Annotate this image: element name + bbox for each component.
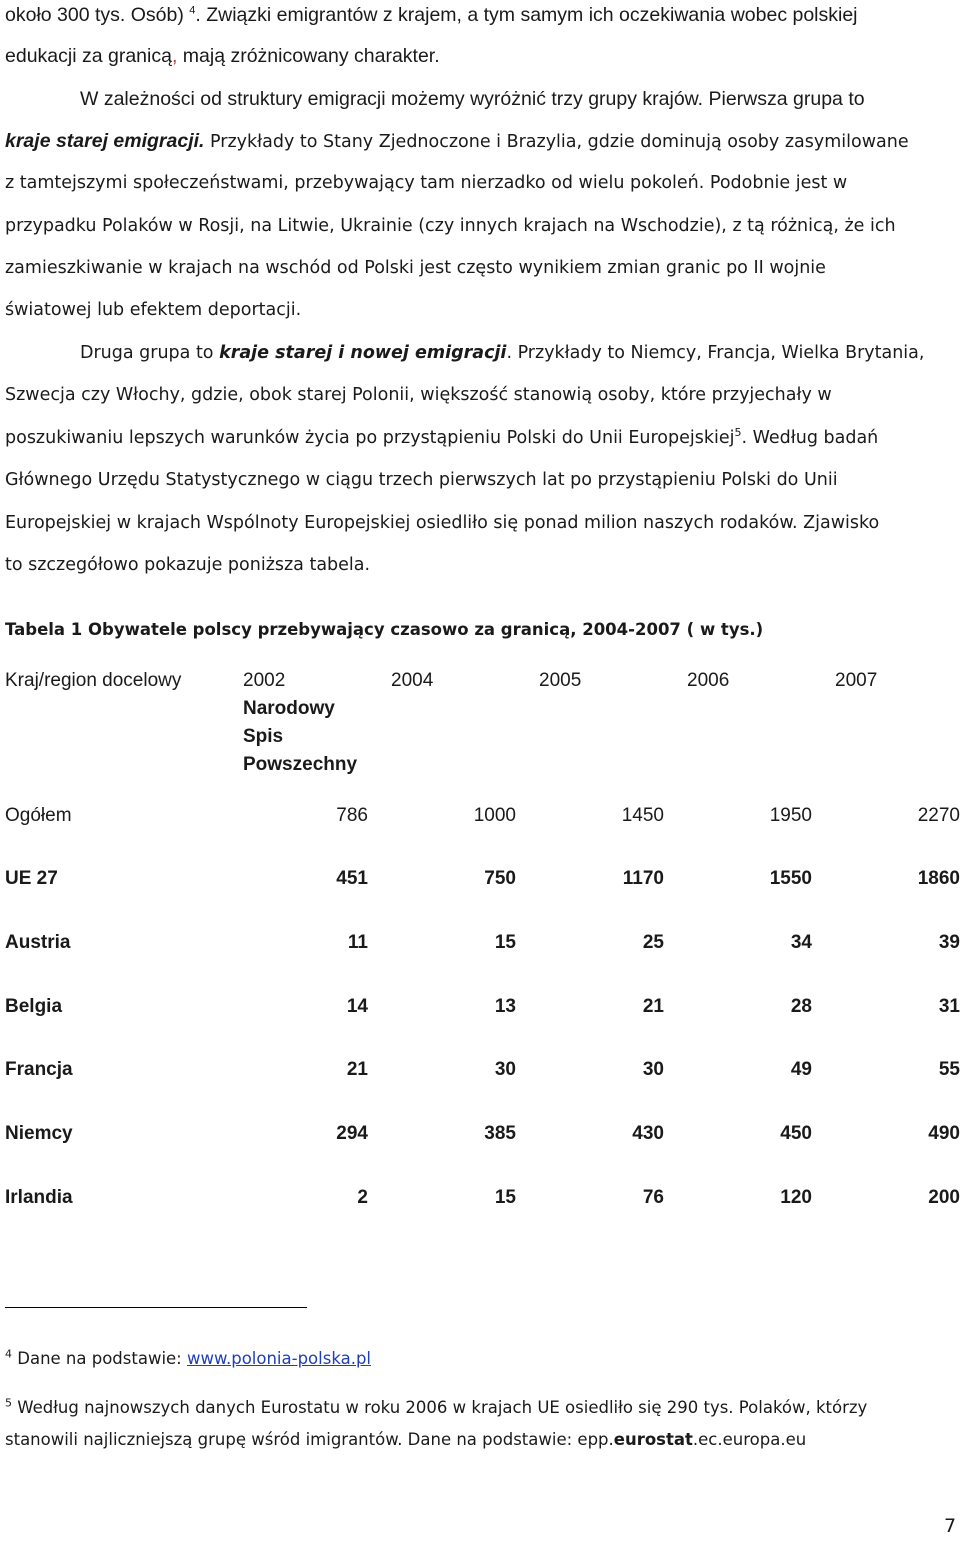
table-row-label: Francja: [5, 1059, 73, 1080]
table-cell: 451: [336, 868, 368, 889]
body-text-line: [5, 4, 858, 27]
text-span: poszukiwaniu lepszych warunków życia po przystąpieniu Polski do Unii Europejskiej: [5, 428, 735, 448]
table-cell: 1950: [769, 805, 812, 826]
column-header-census: Narodowy: [243, 698, 335, 719]
emphasis-text: kraje starej i nowej emigracji: [219, 343, 507, 363]
text-span: z tamtejszymi społeczeństwami, przebywający tam nierzadko od wielu pokoleń. Podobnie jest w: [5, 173, 848, 193]
table-cell: 15: [494, 1187, 516, 1208]
body-text-line: [80, 343, 924, 363]
body-text-line: [5, 513, 879, 533]
table-cell: 450: [780, 1123, 812, 1144]
table-cell: 30: [494, 1059, 516, 1080]
footnote-text: Dane na podstawie:: [17, 1349, 187, 1368]
table-row-label: Irlandia: [5, 1187, 73, 1208]
table-row-label: UE 27: [5, 868, 58, 889]
text-span: . Związki emigrantów z krajem, a tym samym ich oczekiwania wobec polskiej: [195, 4, 858, 26]
table-row-label: Ogółem: [5, 805, 72, 826]
footnote-5-continued: [5, 1430, 806, 1449]
column-header-2005: 2005: [539, 670, 582, 691]
table-cell: 49: [790, 1059, 812, 1080]
text-span: Szwecja czy Włochy, gdzie, obok starej Polonii, większość stanowią osoby, które przyjechały w: [5, 385, 832, 405]
text-span: W zależności od struktury emigracji możemy wyróżnić trzy grupy krajów. Pierwsza grupa to: [80, 88, 865, 110]
table-cell: 430: [632, 1123, 664, 1144]
footnote-ref-5[interactable]: 5: [734, 426, 742, 440]
footnote-separator: [5, 1307, 307, 1308]
body-text-line: [5, 300, 301, 320]
table-cell: 200: [928, 1187, 960, 1208]
body-text-line: [5, 45, 440, 68]
table-cell: 1860: [917, 868, 960, 889]
table-cell: 2270: [917, 805, 960, 826]
table-cell: 750: [484, 868, 516, 889]
body-text-line: [5, 470, 838, 490]
footnote-ref-4[interactable]: 4: [189, 4, 196, 17]
table-cell: 294: [336, 1123, 368, 1144]
body-text-line: [5, 130, 909, 153]
column-header-census: Spis: [243, 726, 284, 747]
text-span: Przykłady to Stany Zjednoczone i Brazylia, gdzie dominują osoby zasymilowane: [204, 132, 909, 152]
footnote-mark: 5: [5, 1396, 12, 1410]
column-header-census: Powszechny: [243, 754, 358, 775]
table-cell: 28: [790, 996, 812, 1017]
footnote-4: [5, 1349, 371, 1368]
page-number: 7: [944, 1515, 957, 1537]
column-header-region: Kraj/region docelowy: [5, 670, 182, 691]
table-cell: 25: [642, 932, 664, 953]
table-cell: 21: [346, 1059, 368, 1080]
footnote-5: [5, 1398, 867, 1417]
highlighted-comma: ,: [171, 45, 178, 67]
table-cell: 1550: [769, 868, 812, 889]
table-cell: 13: [494, 996, 516, 1017]
table-row-label: Austria: [5, 932, 71, 953]
table-row-label: Niemcy: [5, 1123, 73, 1144]
text-span: około 300 tys. Osób): [5, 4, 184, 26]
table-cell: 14: [346, 996, 368, 1017]
text-span: . Według badań: [741, 428, 879, 448]
table-cell: 76: [642, 1187, 664, 1208]
column-header-2006: 2006: [687, 670, 730, 691]
text-span: Druga grupa to: [80, 343, 220, 363]
column-header-2004: 2004: [391, 670, 434, 691]
table-cell: 385: [484, 1123, 516, 1144]
footnote-text: .ec.europa.eu: [692, 1430, 807, 1449]
column-header-2002: 2002: [243, 670, 286, 691]
table-row-label: Belgia: [5, 996, 63, 1017]
table-cell: 120: [780, 1187, 812, 1208]
text-span: mają zróżnicowany charakter.: [177, 45, 440, 67]
body-text-line: [5, 173, 847, 193]
table-cell: 34: [790, 932, 812, 953]
table-cell: 490: [928, 1123, 960, 1144]
text-span: przypadku Polaków w Rosji, na Litwie, Ukrainie (czy innych krajach na Wschodzie), z tą różnicą, że ich: [5, 216, 896, 236]
text-span: zamieszkiwanie w krajach na wschód od Polski jest często wynikiem zmian granic po II wojnie: [5, 258, 826, 278]
table-cell: 1170: [622, 868, 664, 889]
table-cell: 55: [938, 1059, 960, 1080]
text-span: światowej lub efektem deportacji.: [5, 300, 302, 320]
footnote-bold-text: eurostat: [613, 1430, 693, 1449]
text-span: Europejskiej w krajach Wspólnoty Europejskiej osiedliło się ponad milion naszych rodaków. Zjawisko: [5, 513, 880, 533]
body-text-line: [80, 88, 865, 111]
body-text-line: [5, 385, 832, 405]
emphasis-text: kraje starej emigracji.: [5, 130, 205, 152]
text-span: Głównego Urzędu Statystycznego w ciągu trzech pierwszych lat po przystąpieniu Polski do Unii: [5, 470, 838, 490]
table-cell: 30: [642, 1059, 664, 1080]
table-cell: 31: [938, 996, 960, 1017]
table-cell: 21: [642, 996, 664, 1017]
column-header-2007: 2007: [835, 670, 878, 691]
text-span: . Przykłady to Niemcy, Francja, Wielka Brytania,: [506, 343, 925, 363]
body-text-line: [5, 428, 878, 448]
footnote-text: stanowili najliczniejszą grupę wśród imigrantów. Dane na podstawie: epp.: [5, 1430, 614, 1449]
table-cell: 15: [494, 932, 516, 953]
footnote-mark: 4: [5, 1347, 12, 1361]
table-cell: 786: [336, 805, 368, 826]
body-text-line: [5, 216, 896, 236]
table-cell: 39: [938, 932, 960, 953]
table-cell: 1450: [621, 805, 664, 826]
body-text-line: [5, 555, 370, 575]
table-cell: 11: [347, 932, 368, 953]
footnote-link[interactable]: www.polonia-polska.pl: [187, 1349, 371, 1368]
table-caption: Tabela 1 Obywatele polscy przebywający czasowo za granicą, 2004-2007 ( w tys.): [5, 620, 764, 639]
table-cell: 1000: [473, 805, 516, 826]
text-span: to szczegółowo pokazuje poniższa tabela.: [5, 555, 371, 575]
text-span: edukacji za granicą: [5, 45, 172, 67]
footnote-text: Według najnowszych danych Eurostatu w roku 2006 w krajach UE osiedliło się 290 tys. Polaków, którzy: [17, 1398, 868, 1417]
table-cell: 2: [357, 1187, 368, 1208]
body-text-line: [5, 258, 826, 278]
